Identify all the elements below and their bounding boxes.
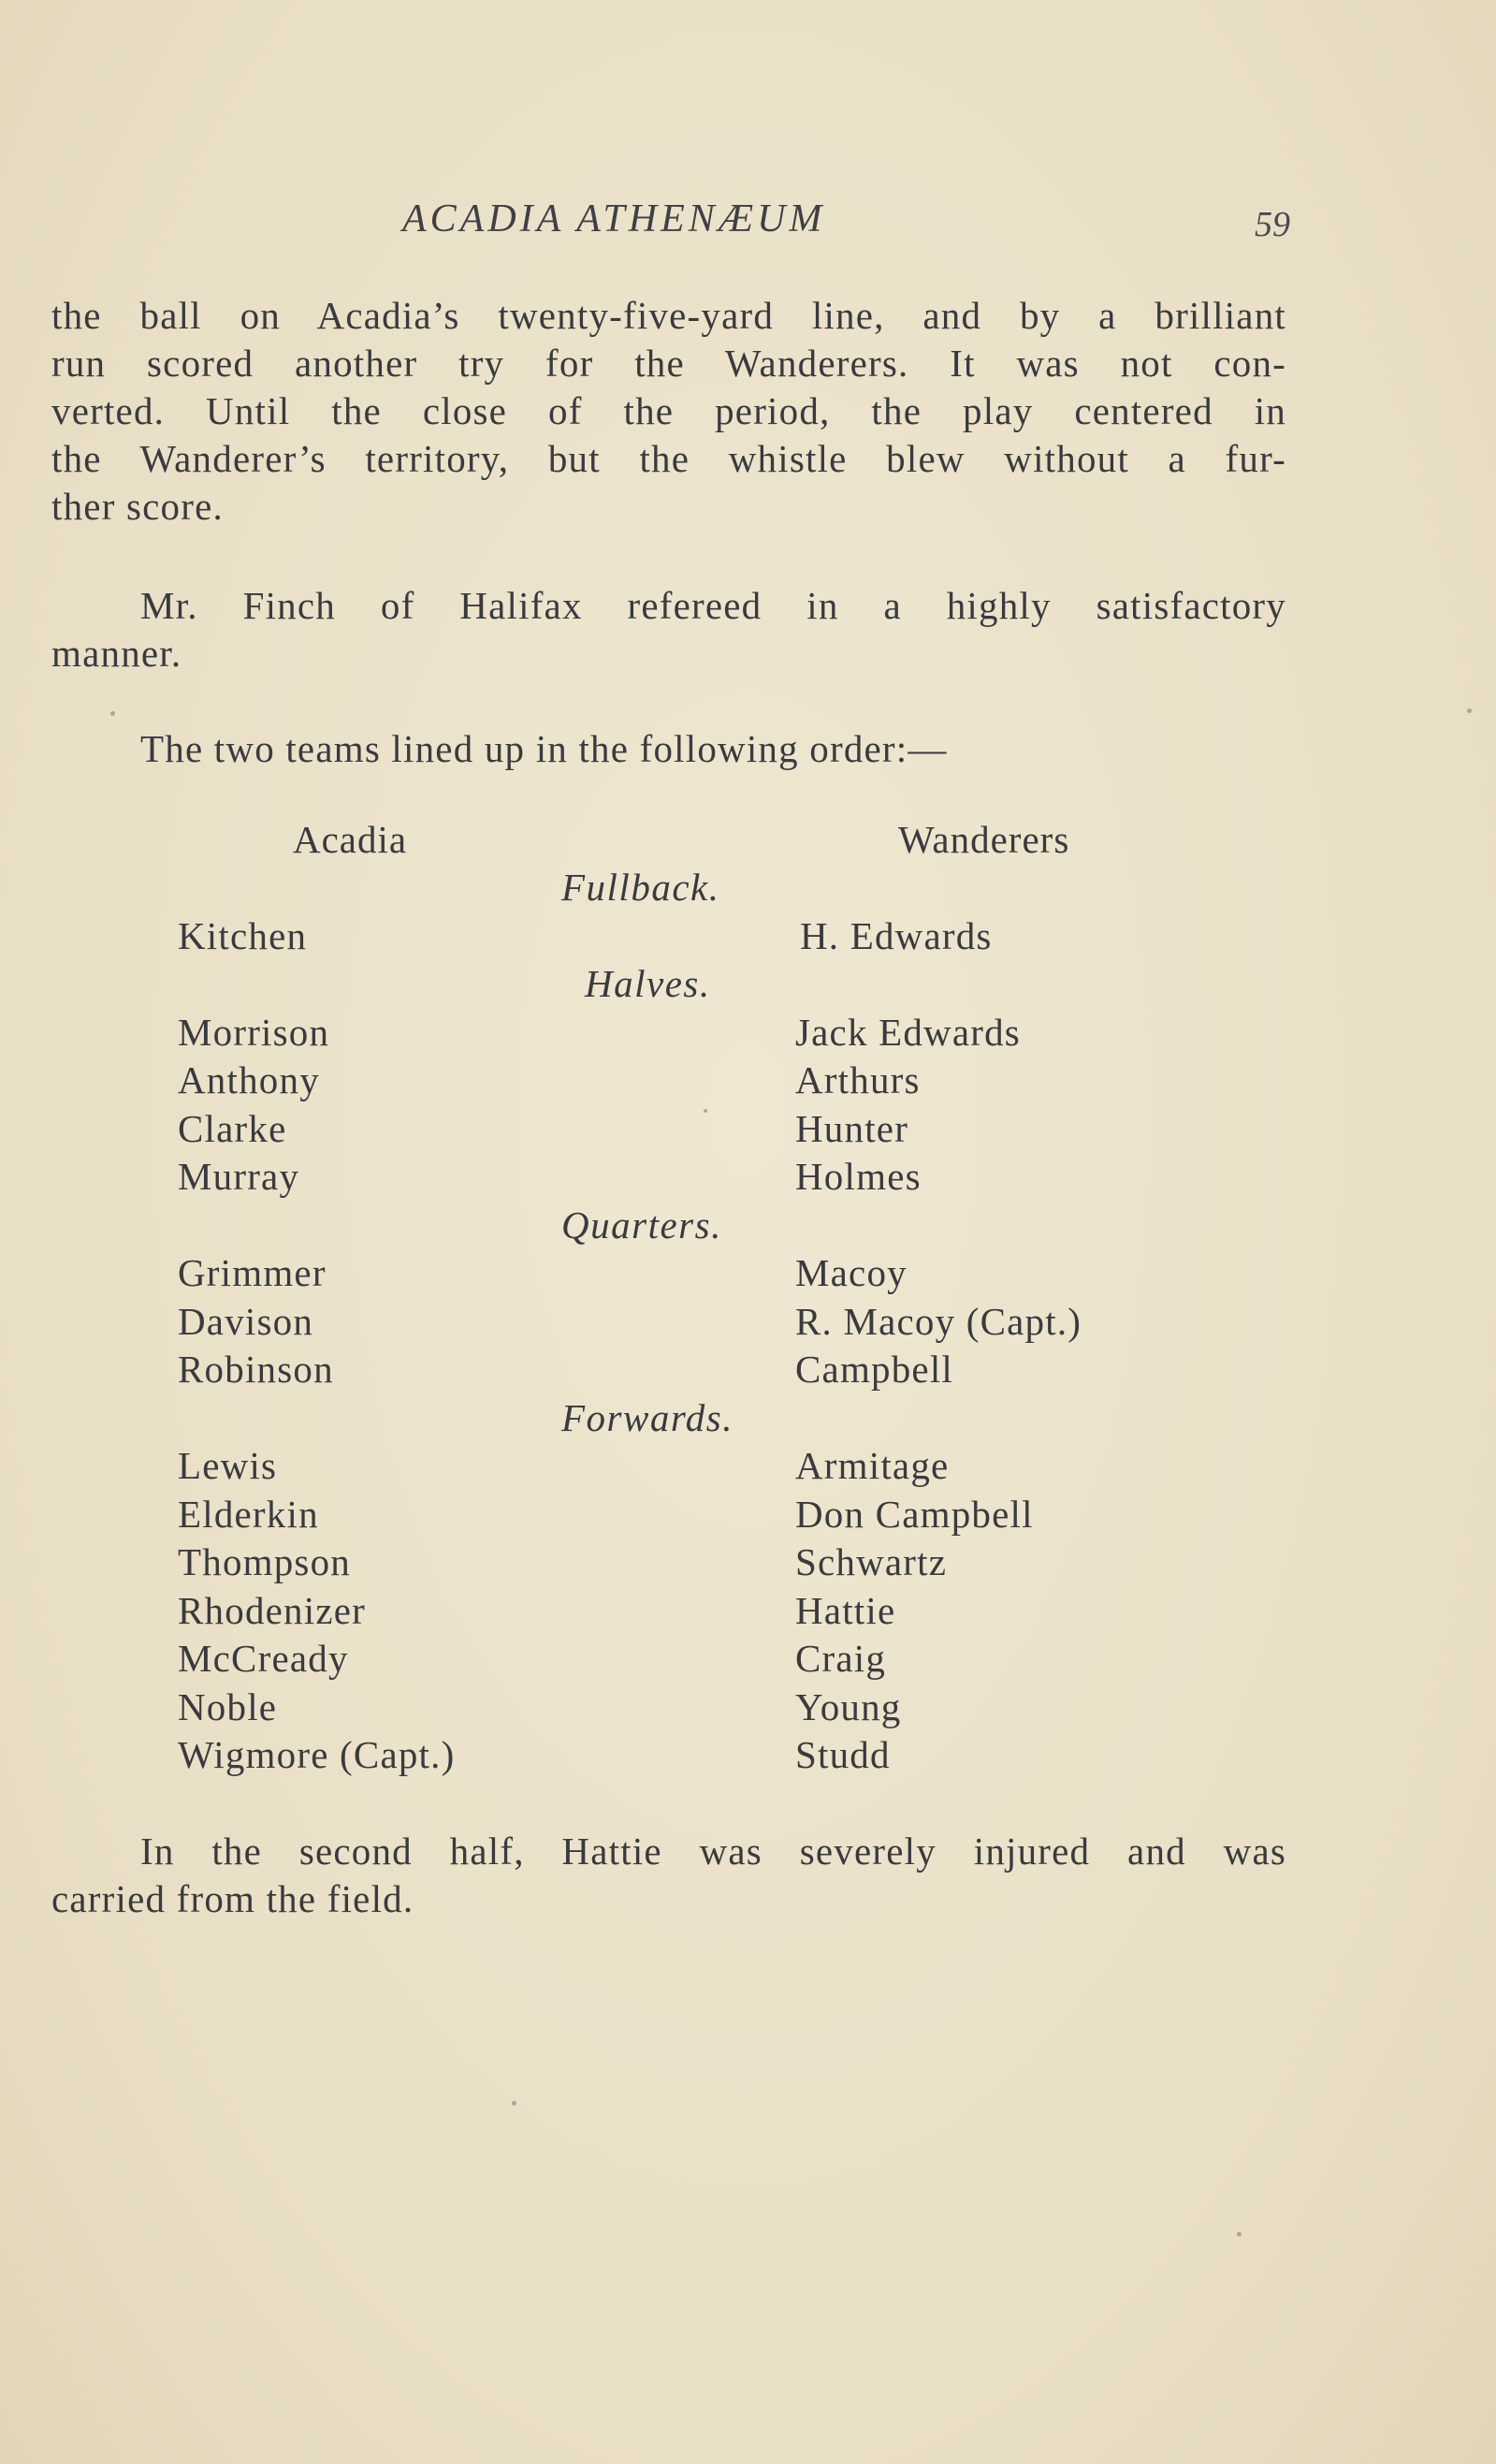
lineup-heading-wanderers: Wanderers xyxy=(898,818,1070,861)
acadia-player: Elderkin xyxy=(178,1493,319,1536)
acadia-player: Morrison xyxy=(178,1011,330,1054)
page-number: 59 xyxy=(1255,205,1290,244)
wanderers-player: Don Campbell xyxy=(795,1493,1034,1536)
lineup-heading-acadia: Acadia xyxy=(293,818,408,861)
position-heading-quarters: Quarters. xyxy=(561,1203,722,1247)
wanderers-player: Young xyxy=(795,1685,902,1728)
text-line: the Wanderer’s territory, but the whistle blew without a fur- xyxy=(51,437,1286,480)
acadia-player: McCready xyxy=(178,1637,349,1680)
text-line: In the second half, Hattie was severely injured and was xyxy=(140,1830,1286,1873)
paragraph-referee xyxy=(51,582,1286,678)
acadia-player: Clarke xyxy=(178,1107,287,1150)
position-heading-forwards: Forwards. xyxy=(561,1396,733,1439)
wanderers-player: Armitage xyxy=(795,1444,950,1487)
text-line: The two teams lined up in the following order:— xyxy=(140,727,948,770)
running-header: ACADIA ATHENÆUM xyxy=(402,197,826,241)
paper-speck xyxy=(1467,708,1472,713)
paper-speck xyxy=(110,711,115,716)
text-line: manner. xyxy=(51,632,182,675)
acadia-player: Robinson xyxy=(178,1348,334,1391)
paper-speck xyxy=(512,2101,516,2106)
acadia-player: Anthony xyxy=(178,1058,320,1101)
acadia-player: Kitchen xyxy=(178,914,308,957)
text-line: run scored another try for the Wanderers. It was not con- xyxy=(51,342,1286,385)
paper-speck xyxy=(704,1109,707,1113)
acadia-player: Grimmer xyxy=(178,1251,327,1294)
wanderers-player: Macoy xyxy=(795,1251,908,1294)
acadia-player: Murray xyxy=(178,1155,300,1198)
acadia-player: Noble xyxy=(178,1685,278,1728)
wanderers-player: Craig xyxy=(795,1637,887,1680)
acadia-player: Rhodenizer xyxy=(178,1589,366,1632)
wanderers-player: Campbell xyxy=(795,1348,954,1391)
wanderers-player: Studd xyxy=(795,1733,891,1776)
text-line: the ball on Acadia’s twenty-five-yard line, and by a brilliant xyxy=(51,294,1286,337)
wanderers-player: Hunter xyxy=(795,1107,909,1150)
position-heading-halves: Halves. xyxy=(585,962,711,1005)
paragraph-lineup-intro xyxy=(51,725,1286,773)
text-line: carried from the field. xyxy=(51,1877,414,1920)
text-line: ther score. xyxy=(51,485,224,528)
wanderers-player: Holmes xyxy=(795,1155,922,1198)
wanderers-player: Schwartz xyxy=(795,1540,948,1583)
paragraph-injury xyxy=(51,1828,1286,1923)
text-line: Mr. Finch of Halifax refereed in a highly satisfactory xyxy=(140,584,1286,627)
position-heading-fullback: Fullback. xyxy=(561,866,720,909)
acadia-player: Lewis xyxy=(178,1444,278,1487)
wanderers-player: Hattie xyxy=(795,1589,896,1632)
wanderers-player: Jack Edwards xyxy=(795,1011,1021,1054)
paragraph-match-report xyxy=(51,292,1286,531)
text-line: verted. Until the close of the period, the play centered in xyxy=(51,389,1286,432)
wanderers-player: R. Macoy (Capt.) xyxy=(795,1300,1082,1343)
wanderers-player: H. Edwards xyxy=(800,914,993,957)
paper-speck xyxy=(1237,2232,1242,2237)
wanderers-player: Arthurs xyxy=(795,1058,921,1101)
acadia-player: Wigmore (Capt.) xyxy=(178,1733,456,1776)
acadia-player: Thompson xyxy=(178,1540,351,1583)
acadia-player: Davison xyxy=(178,1300,314,1343)
